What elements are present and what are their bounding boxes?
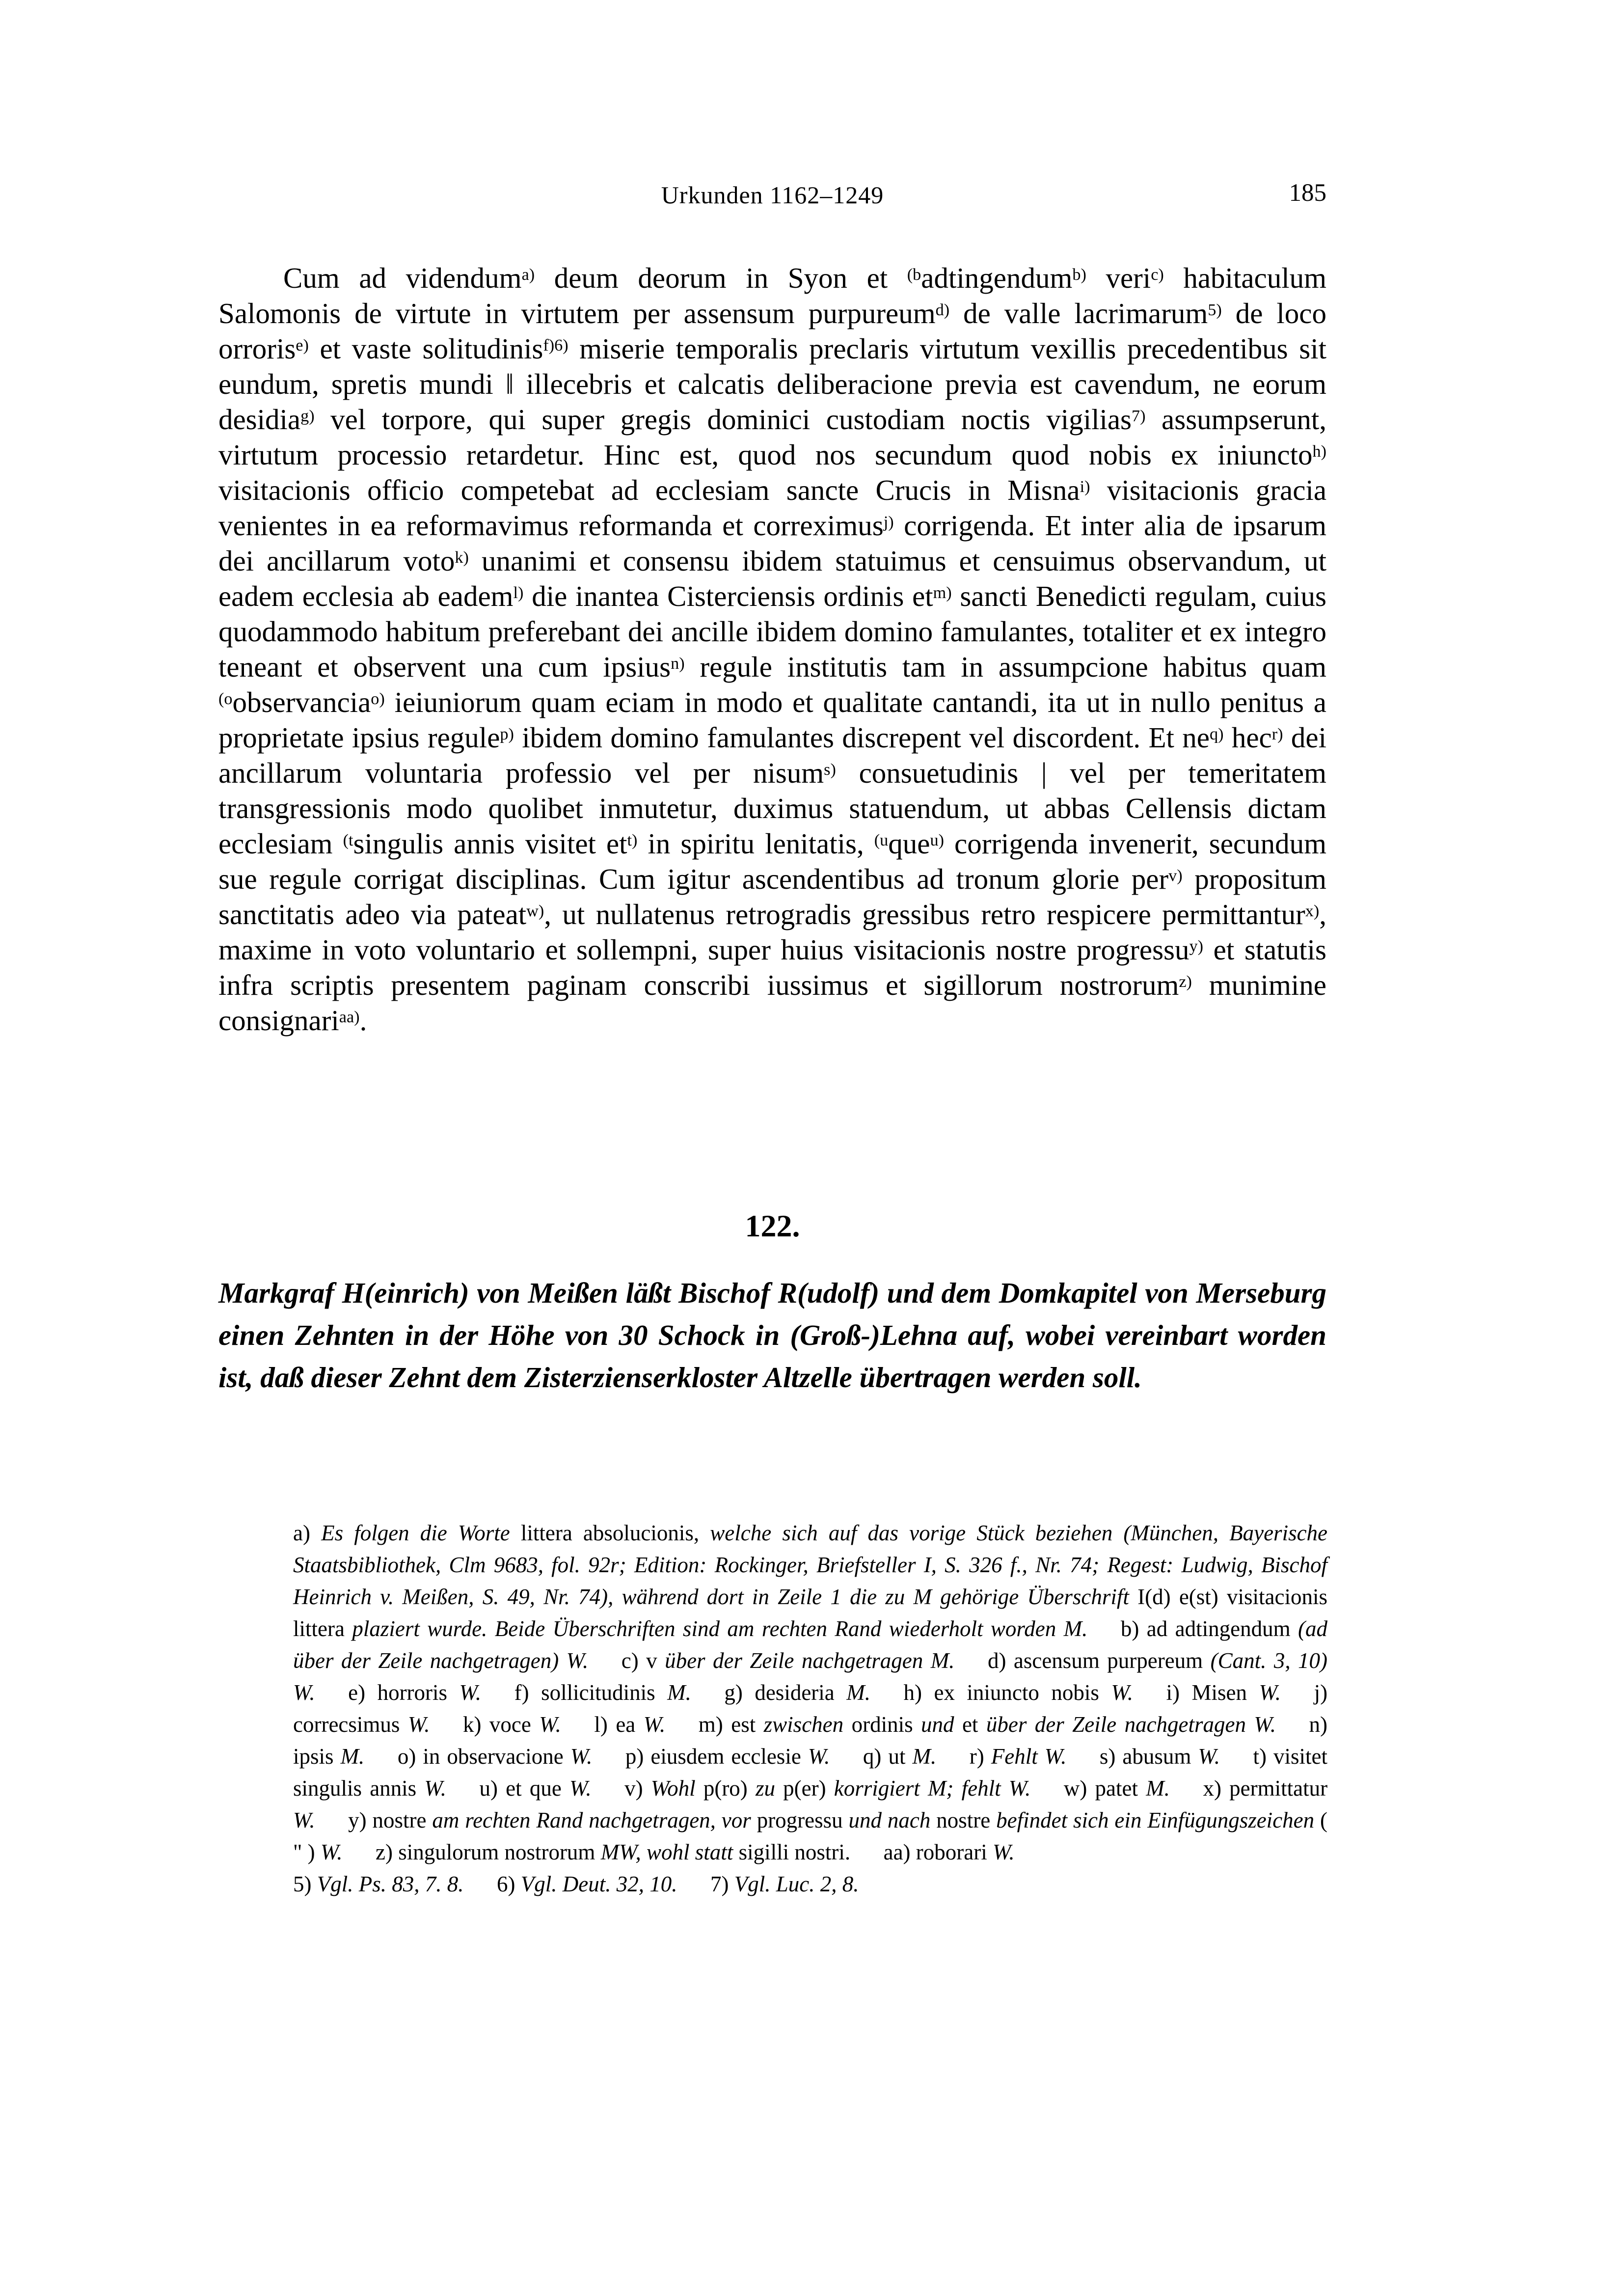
text-segment: horroris bbox=[377, 1680, 460, 1705]
text-segment: . bbox=[359, 1004, 367, 1037]
apparatus-marker: (t bbox=[343, 831, 353, 849]
text-segment: patet bbox=[1095, 1776, 1146, 1801]
footnote-label: v) bbox=[624, 1776, 643, 1801]
reference-label: 6) bbox=[497, 1872, 515, 1896]
text-segment: singulorum nostrorum bbox=[398, 1840, 601, 1864]
text-segment: consuetudinis | vel per temeritatem transgressionis modo quolibet inmutetur, duximus statuendum, ut abbas Cellensis dictam ecclesiam bbox=[218, 757, 1326, 860]
text-segment: unanimi et consensu ibidem statuimus et censuimus observandum, ut eadem ecclesia ab eadem bbox=[218, 545, 1326, 612]
text-segment: zu bbox=[755, 1776, 784, 1801]
text-segment: vel torpore, qui super gregis dominici custodiam noctis vigilias bbox=[314, 403, 1132, 436]
text-segment: corrigenda. Et inter alia de ipsarum dei ancillarum voto bbox=[218, 509, 1326, 577]
footnote-label: p) bbox=[625, 1744, 644, 1769]
footnote-label: j) bbox=[1314, 1680, 1328, 1705]
document-summary: Markgraf H(einrich) von Meißen läßt Bischof R(udolf) und dem Domkapitel von Merseburg einen Zehnten in der Höhe von 30 Schock in (Groß-)Lehna auf, wobei vereinbart worden ist, daß dieser Zehnt dem Zisterzienserkloster Altzelle übertragen werden soll. bbox=[218, 1277, 1326, 1394]
footnote-label: s) bbox=[1099, 1744, 1116, 1769]
footnote-label: y) bbox=[348, 1808, 367, 1832]
apparatus-marker: f)6) bbox=[543, 336, 568, 355]
bible-references bbox=[293, 1868, 1327, 1900]
text-segment: p(er) bbox=[783, 1776, 834, 1801]
apparatus-marker: r) bbox=[1271, 725, 1283, 743]
text-segment: W. bbox=[293, 1808, 315, 1832]
text-segment: W. bbox=[992, 1840, 1015, 1864]
apparatus-marker: 7) bbox=[1132, 407, 1146, 425]
text-segment: ex iniuncto nobis bbox=[934, 1680, 1111, 1705]
text-segment: Vgl. Luc. 2, 8. bbox=[734, 1872, 859, 1896]
footnote-label: z) bbox=[375, 1840, 393, 1864]
text-segment: propositum sanctitatis adeo via pateat bbox=[218, 863, 1326, 930]
text-segment: befindet sich ein Einfügungszeichen bbox=[996, 1808, 1321, 1832]
apparatus-marker: e) bbox=[296, 336, 309, 355]
text-segment: W. bbox=[570, 1744, 593, 1769]
apparatus-marker: (o bbox=[218, 689, 233, 708]
text-segment: I(d) e(st) visitacionis littera bbox=[293, 1585, 1327, 1641]
text-segment: W. bbox=[424, 1776, 446, 1801]
footnote-label: d) bbox=[987, 1648, 1006, 1673]
footnote-label: h) bbox=[903, 1680, 922, 1705]
text-segment: M. bbox=[846, 1680, 870, 1705]
text-segment: sollicitudinis bbox=[541, 1680, 668, 1705]
apparatus-marker: i) bbox=[1080, 477, 1090, 496]
footnote-label: e) bbox=[348, 1680, 366, 1705]
apparatus-marker: t) bbox=[627, 831, 638, 849]
text-segment: sancti Benedicti regulam, cuius quodammodo habitum preferebant dei ancille ibidem domino famulantes, totaliter et ex integro teneant et observent una cum ipsius bbox=[218, 580, 1327, 683]
text-segment: plaziert wurde. Beide Überschriften sind am rechten Rand wiederholt worden M. bbox=[352, 1616, 1088, 1641]
text-segment: am rechten Rand nachgetragen, vor bbox=[432, 1808, 757, 1832]
text-segment: ad adtingendum bbox=[1146, 1616, 1298, 1641]
text-segment: W. bbox=[459, 1680, 482, 1705]
apparatus-marker: g) bbox=[300, 407, 315, 425]
footnote-label: n) bbox=[1309, 1712, 1328, 1737]
text-segment: über der Zeile nachgetragen M. bbox=[665, 1648, 955, 1673]
text-segment: assumpserunt, virtutum processio retardetur. Hinc est, quod nos secundum quod nobis ex iniuncto bbox=[218, 403, 1326, 471]
text-segment: regule institutis tam in assumpcione habitus quam bbox=[684, 651, 1326, 683]
critical-apparatus bbox=[293, 1517, 1327, 1900]
apparatus-entries bbox=[293, 1517, 1327, 1868]
footnote-label: c) bbox=[621, 1648, 639, 1673]
text-segment: W. bbox=[569, 1776, 592, 1801]
text-segment: W. bbox=[1198, 1744, 1220, 1769]
text-segment: visitacionis gracia venientes in ea reformavimus reformanda et correximus bbox=[218, 474, 1327, 542]
text-segment: singulis annis visitet et bbox=[353, 827, 627, 860]
text-segment: M. bbox=[340, 1744, 365, 1769]
footnote-label: f) bbox=[514, 1680, 529, 1705]
text-segment: habitaculum Salomonis de virtute in virtutem per assensum purpureum bbox=[218, 262, 1326, 329]
text-segment: ordinis bbox=[851, 1712, 921, 1737]
text-segment: et que bbox=[506, 1776, 569, 1801]
text-segment: est bbox=[731, 1712, 764, 1737]
apparatus-marker: aa) bbox=[339, 1008, 360, 1026]
text-segment: visitet singulis annis bbox=[293, 1744, 1328, 1801]
footnote-label: l) bbox=[594, 1712, 608, 1737]
footnote-label: r) bbox=[969, 1744, 984, 1769]
apparatus-marker: k) bbox=[455, 548, 469, 567]
text-segment: ibidem domino famulantes discrepent vel discordent. Et ne bbox=[514, 721, 1210, 754]
text-segment: Fehlt W. bbox=[991, 1744, 1067, 1769]
apparatus-marker: p) bbox=[500, 725, 514, 743]
text-segment: et bbox=[962, 1712, 986, 1737]
text-segment: , ut nullatenus retrogradis gressibus retro respicere permittantur bbox=[544, 898, 1305, 930]
apparatus-marker: d) bbox=[935, 301, 950, 319]
apparatus-marker: o) bbox=[371, 689, 385, 708]
footnote-label: u) bbox=[479, 1776, 498, 1801]
apparatus-marker: b) bbox=[1072, 265, 1086, 284]
text-segment: ut bbox=[888, 1744, 913, 1769]
text-segment: correcsimus bbox=[293, 1712, 408, 1737]
text-segment: nostre bbox=[936, 1808, 997, 1832]
text-segment: korrigiert M; fehlt W. bbox=[834, 1776, 1031, 1801]
text-segment: voce bbox=[489, 1712, 540, 1737]
text-segment: und nach bbox=[848, 1808, 937, 1832]
text-segment: permittatur bbox=[1229, 1776, 1328, 1801]
apparatus-marker: s) bbox=[824, 760, 836, 779]
text-segment: und bbox=[921, 1712, 962, 1737]
text-segment: roborari bbox=[916, 1840, 993, 1864]
page-number: 185 bbox=[1289, 179, 1326, 207]
text-segment: observancia bbox=[232, 686, 371, 718]
footnote-label: i) bbox=[1166, 1680, 1180, 1705]
apparatus-marker: m) bbox=[933, 583, 952, 602]
text-segment: Vgl. Deut. 32, 10. bbox=[520, 1872, 677, 1896]
text-segment: p(ro) bbox=[703, 1776, 756, 1801]
text-segment: , maxime in voto voluntario et sollempni, super huius visitacionis nostre progressu bbox=[218, 898, 1326, 966]
footnote-label: g) bbox=[724, 1680, 743, 1705]
reference-label: 5) bbox=[293, 1872, 312, 1896]
text-segment: progressu bbox=[757, 1808, 849, 1832]
text-segment: corrigenda invenerit, secundum sue regule corrigat disciplinas. Cum igitur ascendentibus ad tronum glorie per bbox=[218, 827, 1326, 895]
text-segment: M. bbox=[1146, 1776, 1170, 1801]
apparatus-marker: h) bbox=[1312, 442, 1326, 461]
text-segment: eiusdem ecclesie bbox=[650, 1744, 808, 1769]
text-segment: ipsis bbox=[293, 1744, 341, 1769]
apparatus-marker: z) bbox=[1179, 972, 1192, 991]
apparatus-marker: n) bbox=[671, 654, 685, 673]
text-segment: adtingendum bbox=[921, 262, 1073, 294]
text-segment: W. bbox=[320, 1840, 343, 1864]
text-segment: veri bbox=[1086, 262, 1151, 294]
running-head: Urkunden 1162–1249 bbox=[661, 181, 884, 209]
text-segment: Wohl bbox=[650, 1776, 703, 1801]
text-segment: desideria bbox=[755, 1680, 847, 1705]
footnote-label: b) bbox=[1120, 1616, 1139, 1641]
text-segment: et vaste solitudinis bbox=[308, 332, 543, 365]
text-segment: ieiuniorum quam eciam in modo et qualitate cantandi, ita ut in nullo penitus a proprietate ipsius regule bbox=[218, 686, 1326, 754]
reference-label: 7) bbox=[710, 1872, 729, 1896]
footnote-label: o) bbox=[397, 1744, 416, 1769]
text-segment: dei ancillarum voluntaria professio vel per nisum bbox=[218, 721, 1326, 789]
apparatus-marker: (b bbox=[907, 265, 921, 284]
text-segment: miserie temporalis preclaris virtutum vexillis precedentibus sit eundum, spretis mundi ‖ illecebris et calcatis deliberacione previa est cavendum, ne eorum desidia bbox=[218, 332, 1326, 436]
charter-text bbox=[218, 260, 1326, 1038]
apparatus-marker: j) bbox=[883, 513, 894, 531]
text-segment: W. bbox=[539, 1712, 561, 1737]
footnote-label: x) bbox=[1203, 1776, 1221, 1801]
text-segment: in observacione bbox=[423, 1744, 570, 1769]
apparatus-marker: a) bbox=[521, 265, 535, 284]
apparatus-marker: 5) bbox=[1208, 301, 1222, 319]
footnote-label: aa) bbox=[883, 1840, 911, 1864]
text-segment: v bbox=[646, 1648, 665, 1673]
text-segment: Vgl. Ps. 83, 7. 8. bbox=[317, 1872, 464, 1896]
text-segment: de valle lacrimarum bbox=[949, 297, 1208, 329]
text-segment: W. bbox=[808, 1744, 830, 1769]
footnote-label: q) bbox=[863, 1744, 882, 1769]
text-segment: welche sich auf das vorige Stück beziehen (München, Bayerische Staatsbibliothek, Clm 9683, fol. 92r; Edition: Rockinger, Briefsteller I, S. 326 f., Nr. 74; Regest: Ludwig, Bischof Heinrich v. Meißen, S. 49, Nr. 74), während dort in Zeile 1 die zu M gehörige Überschrift bbox=[293, 1521, 1328, 1609]
text-segment: Misen bbox=[1191, 1680, 1259, 1705]
text-segment: ( " ) bbox=[293, 1808, 1328, 1864]
text-segment: W. bbox=[1259, 1680, 1281, 1705]
text-segment: que bbox=[888, 827, 930, 860]
text-segment: munimine consignari bbox=[218, 969, 1326, 1037]
text-segment: nostre bbox=[372, 1808, 433, 1832]
apparatus-marker: c) bbox=[1151, 265, 1164, 284]
text-segment: MW, wohl statt bbox=[600, 1840, 739, 1864]
text-segment: in spiritu lenitatis, bbox=[637, 827, 874, 860]
text-segment: abusum bbox=[1122, 1744, 1198, 1769]
text-segment: ascensum purpereum bbox=[1013, 1648, 1211, 1673]
document-number: 122. bbox=[745, 1208, 800, 1243]
text-segment: de loco orroris bbox=[218, 297, 1326, 365]
text-segment: sigilli nostri. bbox=[738, 1840, 851, 1864]
footnote-label: m) bbox=[698, 1712, 723, 1737]
apparatus-marker: q) bbox=[1209, 725, 1224, 743]
apparatus-marker: (u bbox=[874, 831, 889, 849]
text-segment: zwischen bbox=[763, 1712, 852, 1737]
text-segment: littera absolucionis, bbox=[520, 1521, 710, 1545]
text-segment: et statutis infra scriptis presentem paginam conscribi iussimus et sigillorum nostrorum bbox=[218, 933, 1326, 1001]
text-segment: visitacionis officio competebat ad ecclesiam sancte Crucis in Misna bbox=[218, 474, 1080, 506]
text-segment: deum deorum in Syon et bbox=[535, 262, 907, 294]
apparatus-marker: v) bbox=[1168, 866, 1183, 885]
text-segment: M. bbox=[912, 1744, 937, 1769]
text-segment: ea bbox=[616, 1712, 644, 1737]
text-segment: W. bbox=[407, 1712, 430, 1737]
apparatus-marker: u) bbox=[930, 831, 944, 849]
text-segment: M. bbox=[667, 1680, 691, 1705]
apparatus-marker: l) bbox=[513, 583, 524, 602]
text-segment: W. bbox=[1111, 1680, 1133, 1705]
text-segment: über der Zeile nachgetragen W. bbox=[986, 1712, 1276, 1737]
footnote-label: w) bbox=[1063, 1776, 1087, 1801]
footnote-label: k) bbox=[462, 1712, 482, 1737]
text-segment: Cum ad videndum bbox=[283, 262, 522, 294]
footnote-label: a) bbox=[293, 1521, 310, 1545]
text-segment: Es folgen die Worte bbox=[321, 1521, 521, 1545]
text-segment: W. bbox=[643, 1712, 666, 1737]
text-segment: hec bbox=[1223, 721, 1272, 754]
apparatus-marker: w) bbox=[526, 902, 544, 920]
text-segment: die inantea Cisterciensis ordinis et bbox=[523, 580, 933, 612]
apparatus-marker: x) bbox=[1305, 902, 1320, 920]
footnote-label: t) bbox=[1253, 1744, 1267, 1769]
apparatus-marker: y) bbox=[1189, 937, 1204, 956]
text-segment: (Cant. 3, 10) W. bbox=[293, 1648, 1327, 1705]
text-segment: (ad über der Zeile nachgetragen) W. bbox=[293, 1616, 1327, 1673]
